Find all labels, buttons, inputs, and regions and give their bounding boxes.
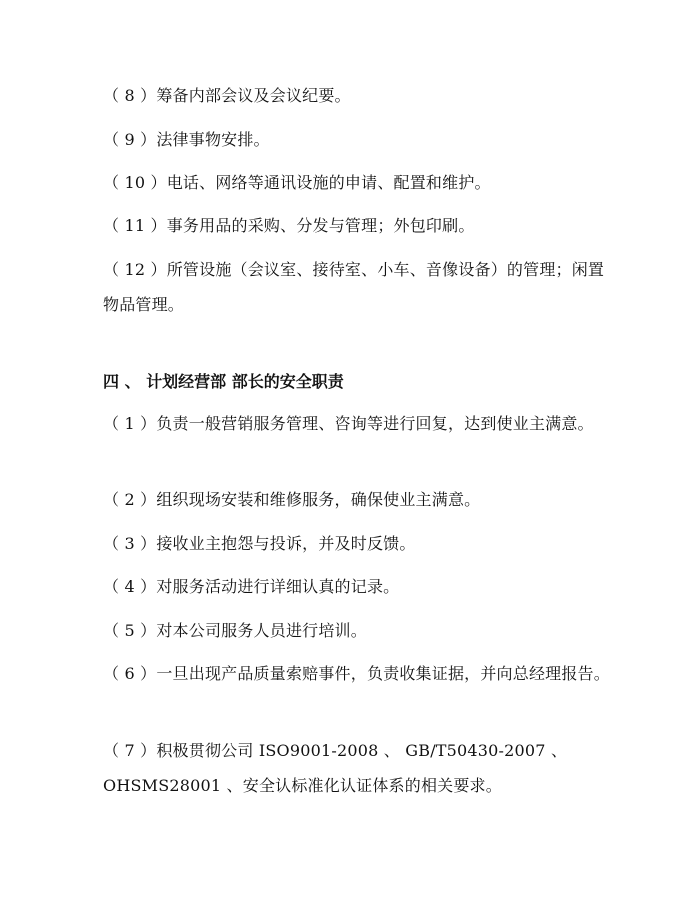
section4-item-3: （ 3 ）接收业主抱怨与投诉，并及时反馈。 — [103, 534, 416, 553]
section4-item-5: （ 5 ）对本公司服务人员进行培训。 — [103, 621, 367, 640]
section4-item-7: （ 7 ）积极贯彻公司 ISO9001-2008 、 GB/T50430-2007 、 OHSMS28001 、安全认标准化认证体系的相关要求。 — [103, 741, 568, 795]
list-item-9: （ 9 ）法律事物安排。 — [103, 130, 270, 149]
list-item-11: （ 11 ）事务用品的采购、分发与管理；外包印刷。 — [103, 216, 475, 235]
section4-item-4: （ 4 ）对服务活动进行详细认真的记录。 — [103, 577, 400, 596]
section4-item-2: （ 2 ）组织现场安装和维修服务，确保使业主满意。 — [103, 490, 481, 509]
list-item-10: （ 10 ）电话、网络等通讯设施的申请、配置和维护。 — [103, 173, 491, 192]
list-item-8: （ 8 ）筹备内部会议及会议纪要。 — [103, 86, 351, 105]
section-heading: 四 、 计划经营部 部长的安全职责 — [103, 372, 344, 391]
section4-item-6: （ 6 ）一旦出现产品质量索赔事件，负责收集证据，并向总经理报告。 — [103, 664, 610, 683]
section4-item-1: （ 1 ）负责一般营销服务管理、咨询等进行回复，达到使业主满意。 — [103, 414, 594, 433]
list-item-12: （ 12 ）所管设施（会议室、接待室、小车、音像设备）的管理；闲置物品管理。 — [103, 260, 605, 314]
